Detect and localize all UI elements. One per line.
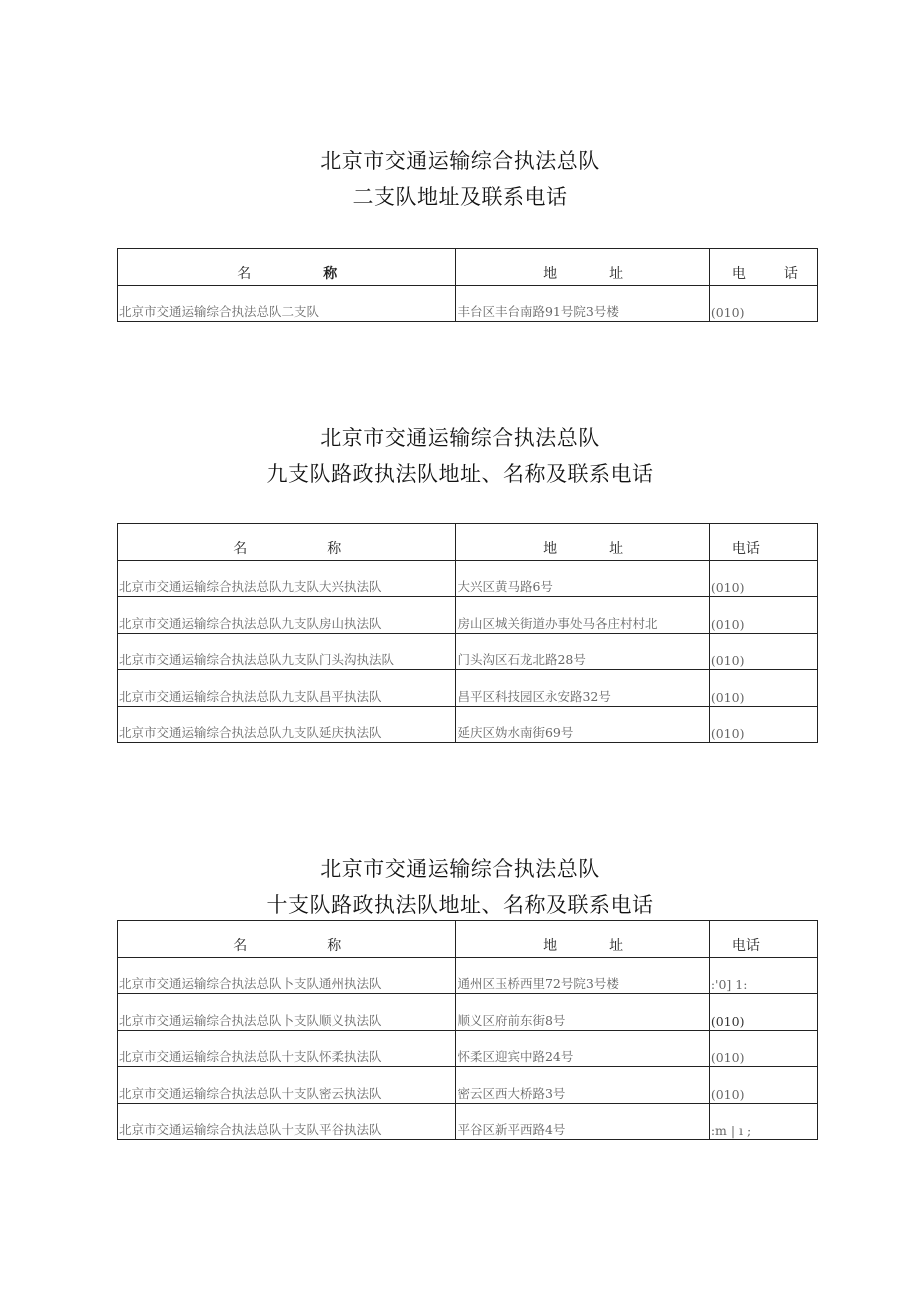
table-header-row bbox=[118, 921, 818, 958]
cell-address: 大兴区黄马路6号 bbox=[456, 561, 709, 597]
header-tel: 电话 bbox=[709, 524, 817, 561]
table-row bbox=[118, 286, 818, 322]
cell-address: 昌平区科技园区永安路32号 bbox=[456, 670, 709, 707]
header-address: 地 址 bbox=[456, 249, 709, 286]
cell-name: 北京市交通运输综合执法总队十支队怀柔执法队 bbox=[118, 1031, 456, 1067]
cell-address: 顺义区府前东街8号 bbox=[456, 994, 709, 1031]
cell-tel: :'0] 1: bbox=[709, 958, 817, 994]
cell-tel: (010) bbox=[709, 707, 817, 743]
cell-address: 怀柔区迎宾中路24号 bbox=[456, 1031, 709, 1067]
table-10th-detachment bbox=[117, 920, 818, 1140]
table-row bbox=[118, 1031, 818, 1067]
cell-name: 北京市交通运输综合执法总队卜支队顺义执法队 bbox=[118, 994, 456, 1031]
section-title-line1: 北京市交通运输综合执法总队 bbox=[320, 426, 600, 450]
cell-name: 北京市交通运输综合执法总队十支队密云执法队 bbox=[118, 1067, 456, 1104]
section-title-line1: 北京市交通运输综合执法总队 bbox=[320, 857, 600, 881]
header-name: 名 称 bbox=[118, 921, 456, 958]
cell-address: 丰台区丰台南路91号院3号楼 bbox=[456, 286, 709, 322]
cell-name: 北京市交通运输综合执法总队九支队大兴执法队 bbox=[118, 561, 456, 597]
header-tel: 电 话 bbox=[709, 249, 817, 286]
table-row bbox=[118, 707, 818, 743]
cell-tel: (010) bbox=[709, 286, 817, 322]
cell-tel: (010) bbox=[709, 634, 817, 670]
section-2nd-detachment bbox=[0, 143, 920, 215]
header-tel: 电话 bbox=[709, 921, 817, 958]
header-address: 地 址 bbox=[456, 921, 709, 958]
table-row bbox=[118, 670, 818, 707]
header-name: 名 称 bbox=[118, 249, 456, 286]
table-row bbox=[118, 597, 818, 634]
cell-name: 北京市交通运输综合执法总队卜支队通州执法队 bbox=[118, 958, 456, 994]
table-row bbox=[118, 1104, 818, 1140]
cell-name: 北京市交通运输综合执法总队九支队昌平执法队 bbox=[118, 670, 456, 707]
section-9th-detachment bbox=[0, 420, 920, 492]
table-header-row bbox=[118, 249, 818, 286]
table-header-row bbox=[118, 524, 818, 561]
table-row bbox=[118, 634, 818, 670]
cell-tel: :m | ı ; bbox=[709, 1104, 817, 1140]
header-address: 地 址 bbox=[456, 524, 709, 561]
cell-tel: (010) bbox=[709, 994, 817, 1031]
cell-tel: (010) bbox=[709, 561, 817, 597]
cell-tel: (010) bbox=[709, 670, 817, 707]
cell-name: 北京市交通运输综合执法总队十支队平谷执法队 bbox=[118, 1104, 456, 1140]
table-row bbox=[118, 958, 818, 994]
section-10th-detachment bbox=[0, 851, 920, 923]
cell-address: 密云区西大桥路3号 bbox=[456, 1067, 709, 1104]
cell-name: 北京市交通运输综合执法总队九支队门头沟执法队 bbox=[118, 634, 456, 670]
cell-tel: (010) bbox=[709, 1031, 817, 1067]
cell-name: 北京市交通运输综合执法总队九支队房山执法队 bbox=[118, 597, 456, 634]
cell-address: 延庆区妫水南街69号 bbox=[456, 707, 709, 743]
table-2nd-detachment bbox=[117, 248, 818, 322]
cell-address: 房山区城关街道办事处马各庄村村北 bbox=[456, 597, 709, 634]
table-row bbox=[118, 561, 818, 597]
cell-address: 通州区玉桥西里72号院3号楼 bbox=[456, 958, 709, 994]
section-title-line2: 十支队路政执法队地址、名称及联系电话 bbox=[266, 893, 654, 917]
cell-tel: (010) bbox=[709, 1067, 817, 1104]
cell-address: 门头沟区石龙北路28号 bbox=[456, 634, 709, 670]
header-name: 名 称 bbox=[118, 524, 456, 561]
cell-tel: (010) bbox=[709, 597, 817, 634]
cell-name: 北京市交通运输综合执法总队二支队 bbox=[118, 286, 456, 322]
cell-name: 北京市交通运输综合执法总队九支队延庆执法队 bbox=[118, 707, 456, 743]
cell-address: 平谷区新平西路4号 bbox=[456, 1104, 709, 1140]
table-row bbox=[118, 1067, 818, 1104]
section-title-line1: 北京市交通运输综合执法总队 bbox=[320, 149, 600, 173]
table-row bbox=[118, 994, 818, 1031]
section-title-line2: 二支队地址及联系电话 bbox=[352, 185, 568, 209]
section-title-line2: 九支队路政执法队地址、名称及联系电话 bbox=[266, 462, 654, 486]
table-9th-detachment bbox=[117, 523, 818, 743]
